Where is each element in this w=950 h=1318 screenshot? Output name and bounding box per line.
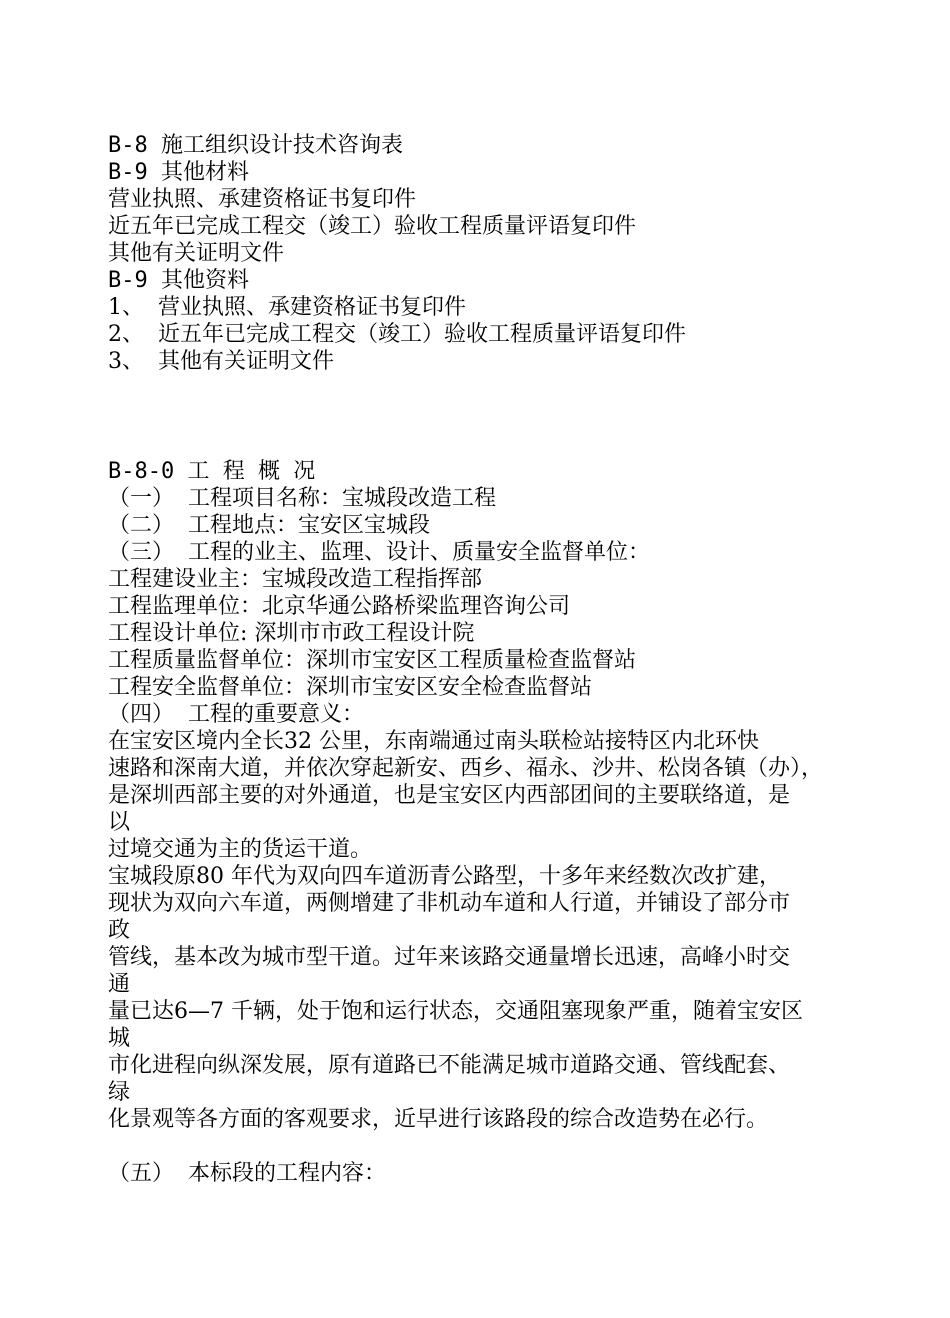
text-line: 绿 — [108, 1080, 131, 1105]
text-line: 城 — [108, 1026, 131, 1051]
text-line: 宝城段原80 年代为双向四车道沥青公路型，十多年来经数次改扩建， — [108, 864, 781, 889]
text-line: 近五年已完成工程交（竣工）验收工程质量评语复印件 — [108, 214, 637, 239]
text-line: 管线，基本改为城市型干道。过年来该路交通量增长迅速，高峰小时交 — [108, 945, 791, 970]
section-heading: B-8-0 工 程 概 况 — [108, 459, 316, 484]
text-line: 是深圳西部主要的对外通道，也是宝安区内西部团间的主要联络道，是 — [108, 783, 791, 808]
text-line: 其他有关证明文件 — [108, 241, 285, 266]
text-line: 营业执照、承建资格证书复印件 — [108, 187, 417, 212]
text-line: 在宝安区境内全长32 公里，东南端通过南头联检站接特区内北环快 — [108, 729, 759, 754]
text-line: 工程质量监督单位：深圳市宝安区工程质量检查监督站 — [108, 648, 637, 673]
text-line: 过境交通为主的货运干道。 — [108, 837, 373, 862]
text-line: B-8 施工组织设计技术咨询表 — [108, 133, 403, 158]
text-line: 通 — [108, 972, 131, 997]
text-line: 工程安全监督单位：深圳市宝安区安全检查监督站 — [108, 675, 593, 700]
text-line: 工程建设业主：宝城段改造工程指挥部 — [108, 567, 483, 592]
text-line: 1、 营业执照、承建资格证书复印件 — [108, 295, 466, 320]
text-line: B-9 其他材料 — [108, 160, 249, 185]
text-line: （一） 工程项目名称：宝城段改造工程 — [108, 486, 496, 511]
text-line: 市化进程向纵深发展，原有道路已不能满足城市道路交通、管线配套、 — [108, 1053, 791, 1078]
text-line: 量已达6—7 千辆，处于饱和运行状态，交通阻塞现象严重，随着宝安区 — [108, 999, 803, 1024]
text-line: 工程设计单位: 深圳市市政工程设计院 — [108, 621, 475, 646]
text-line: （三） 工程的业主、监理、设计、质量安全监督单位： — [108, 540, 650, 565]
text-line: （五） 本标段的工程内容： — [108, 1161, 386, 1186]
text-line: B-9 其他资料 — [108, 268, 249, 293]
text-line: 2、 近五年已完成工程交（竣工）验收工程质量评语复印件 — [108, 322, 686, 347]
text-line: 速路和深南大道，并依次穿起新安、西乡、福永、沙井、松岗各镇（办）， — [108, 756, 824, 781]
text-line: 以 — [108, 810, 131, 835]
text-line: 工程监理单位：北京华通公路桥梁监理咨询公司 — [108, 594, 571, 619]
text-line: 3、 其他有关证明文件 — [108, 349, 334, 374]
text-line: 政 — [108, 918, 131, 943]
text-line: （二） 工程地点：宝安区宝城段 — [108, 513, 430, 538]
text-line: 现状为双向六车道，两侧增建了非机动车道和人行道，并铺设了部分市 — [108, 891, 791, 916]
text-line: （四） 工程的重要意义： — [108, 702, 364, 727]
text-line: 化景观等各方面的客观要求，近早进行该路段的综合改造势在必行。 — [108, 1107, 769, 1132]
